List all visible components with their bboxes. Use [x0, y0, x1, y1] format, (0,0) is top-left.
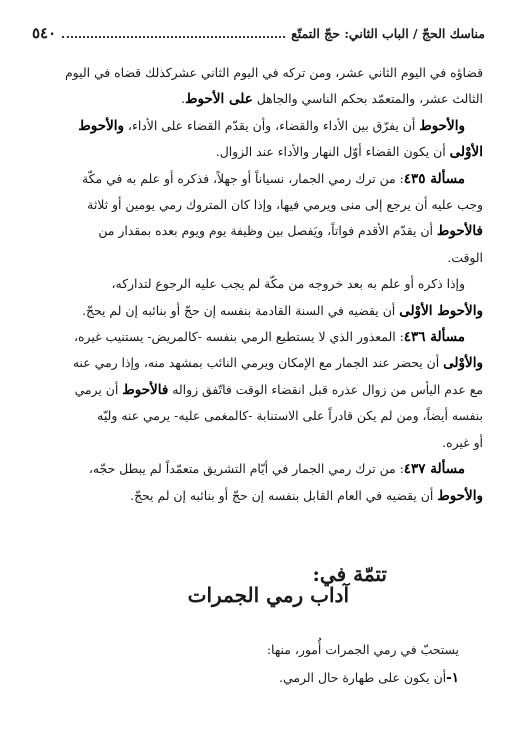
text-line: قضاؤه في اليوم الثاني عشر، ومن تركه في اليوم الثاني عشركذلك قضاه في اليوم: [65, 65, 483, 80]
text-line: وإذا ذكره أو علم به بعد خروجه من مكّة لم يجب عليه الرجوع لتداركه،: [111, 276, 465, 292]
section-body: [42, 636, 459, 692]
bold-term: الأوْلى: [449, 144, 483, 161]
text-line: الثالث عشر، والمتعمّد بحكم الناسي والجاهل على الأحوط.: [181, 91, 483, 108]
text-line: ١-أن يكون على طهارة حال الرمي.: [279, 670, 459, 686]
section-title: آداب رمي الجمرات: [187, 583, 349, 607]
text-line: والأحوط أن يقضيه في العام القابل بنفسه إن حجّ أو بنائبه إن لم يحجّ.: [130, 487, 483, 504]
page-number: ٥٤٠: [32, 24, 57, 42]
text-line: وجب عليه أن يرجع إلى منى ويرمي فيها، وإذا كان المتروك رمي يومين أو ثلاثة: [87, 197, 483, 213]
body-text: [42, 60, 483, 509]
running-header: [32, 22, 485, 44]
text-line: مسألة ٤٣٥: من ترك رمي الجمار، نسياناً أو جهلاً، فذكره أو علم به في مكّة: [82, 170, 465, 187]
bold-term: والأوْلى: [443, 355, 483, 372]
issue-436: [42, 324, 483, 456]
text-line: أو غيره.: [442, 434, 483, 450]
text-line: فالأحوط أن يقدّم الأقدم فواتاً، ويَفصل بين وظيفة يوم ويوم بعده بمقدار من: [98, 223, 483, 240]
text-line: بنفسه أيضاً، ومن لم يكن قادراً على الاستنابة -كالمغمى عليه- يرمي عنه وليّه: [97, 408, 483, 424]
paragraph: [42, 271, 483, 324]
bold-term: فالأحوط: [122, 381, 169, 398]
header-title: مناسك الحجّ / الباب الثاني: حجّ التمتّع: [291, 25, 485, 41]
issue-437: [42, 456, 483, 509]
bold-term: والأحوط: [419, 117, 465, 134]
text-line: مسألة ٤٣٦: المعذور الذي لا يستطيع الرمي بنفسه -كالمريض- يستنيب غيره،: [74, 329, 465, 346]
section-label: تتمّة في:: [312, 562, 387, 586]
text-line: والأوْلى أن يحضر عند الجمار مع الإمكان ويرمي النائب بمشهد منه، وإذا رمي عنه: [72, 355, 483, 372]
text-line: يستحبّ في رمي الجمرات أُمور، منها:: [266, 642, 459, 657]
bold-term: مسألة ٤٣٥: [403, 170, 465, 187]
text-line: مسألة ٤٣٧: من ترك رمي الجمار في أيّام التشريق متعمّداً لم يبطل حجّه،: [88, 461, 465, 478]
bold-term: على الأحوط: [185, 91, 253, 108]
bold-term: فالأحوط: [436, 223, 483, 240]
paragraph: [42, 113, 483, 166]
text-line: مع عدم اليأس من زوال عذره قبل انقضاء الوقت فاتّفق زواله فالأحوط أن يرمي: [74, 381, 483, 398]
bold-term: مسألة ٤٣٦: [403, 329, 465, 346]
text-line: الأوْلى أن يكون القضاء أوّل النهار والأداء عند الزوال.: [215, 144, 483, 161]
issue-435: [42, 166, 483, 272]
bold-term: ١-: [446, 670, 459, 686]
header-dotted-leader: [62, 28, 285, 38]
text-line: والأحوط أن يفرّق بين الأداء والقضاء، وأن يقدّم القضاء على الأداء، والأحوط: [78, 117, 465, 134]
bold-term: والأحوط: [437, 487, 483, 504]
text-line: والأحوط الأوْلى أن يقضيه في السنة القادمة بنفسه إن حجّ أو بنائبه إن لم يحجّ.: [82, 302, 483, 319]
bold-term: والأحوط الأوْلى: [399, 302, 483, 319]
bold-term: مسألة ٤٣٧: [403, 461, 465, 478]
paragraph: [42, 60, 483, 113]
bold-term: والأحوط: [78, 117, 125, 134]
text-line: الوقت.: [447, 249, 483, 265]
